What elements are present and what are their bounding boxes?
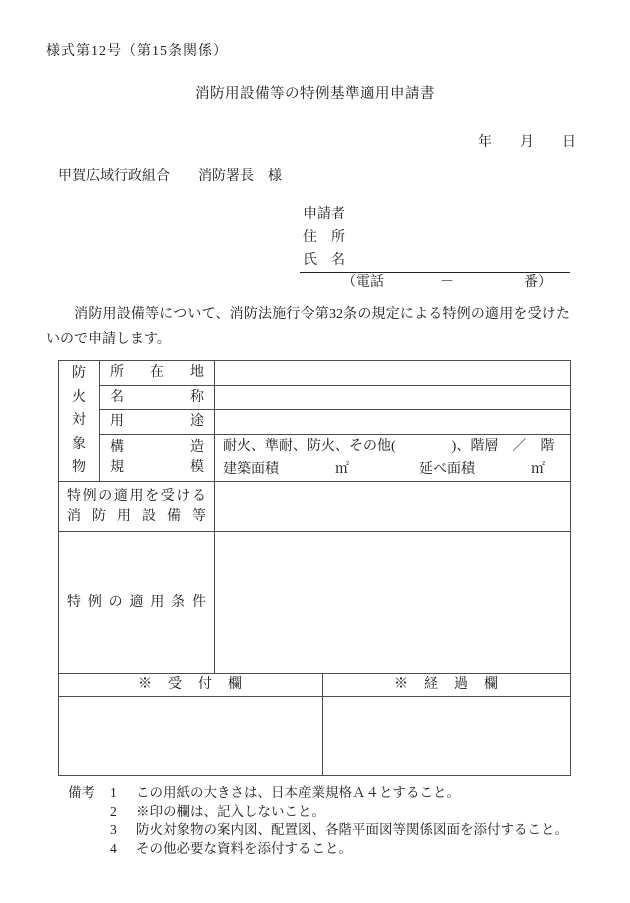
reception-header: ※ 受 付 欄 — [59, 674, 323, 697]
note-number: 2 — [110, 803, 117, 819]
form-number: 様式第12号（第15条関係） — [46, 44, 228, 59]
note-number: 4 — [110, 840, 117, 856]
structure-value-cell — [215, 435, 571, 482]
structure-scale-label-cell — [100, 435, 215, 482]
body-paragraph: 消防用設備等について、消防法施行令第32条の規定による特例の適用を受けたいので申請します。 — [46, 307, 570, 347]
use-label-cell — [100, 410, 215, 435]
note-text: ※印の欄は、記入しないこと。 — [136, 803, 325, 819]
building-category-cell — [59, 361, 100, 482]
name-label: 氏 名 — [300, 249, 570, 273]
note-text: この用紙の大きさは、日本産業規格Ａ４とすること。 — [136, 785, 460, 800]
structure-line-2: 建築面積 ㎡ 延べ面積 ㎡ — [223, 462, 545, 477]
use-value-cell — [215, 410, 571, 435]
use-label: 用 途 — [110, 414, 204, 430]
structure-label: 構 造 — [110, 440, 204, 455]
location-label-cell — [100, 361, 215, 386]
date-line: 年 月 日 — [478, 135, 576, 150]
note-number: 3 — [110, 822, 117, 837]
notes-list — [110, 784, 568, 858]
equipment-label-cell — [59, 482, 215, 532]
equipment-label-line-2: 消 防 用 設 備 等 — [67, 508, 206, 524]
applicant-block — [300, 203, 570, 293]
equipment-label-line-1: 特 例 の 適 用 を 受 け る — [67, 488, 206, 504]
building-category-label: 防 火 対 象 物 — [72, 366, 86, 476]
note-text: 防火対象物の案内図、配置図、各階平面図等関係図面を添付すること。 — [136, 822, 568, 837]
address-label: 住 所 — [303, 230, 345, 245]
reception-cell — [59, 697, 323, 776]
note-item — [110, 784, 568, 803]
note-text: その他必要な資料を添付すること。 — [136, 840, 352, 856]
document-title: 消防用設備等の特例基準適用申請書 — [195, 86, 435, 102]
building-name-label-cell — [100, 386, 215, 410]
note-item — [110, 840, 568, 859]
phone-line: （電話 － 番） — [342, 275, 552, 290]
location-value-cell — [215, 361, 571, 386]
progress-cell — [323, 697, 571, 776]
location-label: 所 在 地 — [110, 365, 204, 381]
building-name-label: 名 称 — [110, 389, 204, 405]
building-name-value-cell — [215, 386, 571, 410]
progress-header: ※ 経 過 欄 — [323, 674, 571, 697]
structure-line-1: 耐火、準耐、防火、その他( )、階層 ／ 階 — [223, 439, 555, 454]
note-item — [110, 803, 568, 822]
addressee: 甲賀広域行政組合 消防署長 様 — [58, 169, 282, 184]
application-table — [58, 360, 571, 776]
scale-label: 規 模 — [110, 460, 204, 475]
note-number: 1 — [110, 785, 117, 800]
conditions-label: 特 例 の 適 用 条 件 — [67, 594, 206, 610]
conditions-value-cell — [215, 532, 571, 674]
equipment-value-cell — [215, 482, 571, 532]
applicant-label: 申請者 — [303, 207, 345, 222]
notes-label: 備考 — [68, 785, 95, 800]
notes-block — [68, 784, 568, 858]
conditions-label-cell — [59, 532, 215, 674]
note-item — [110, 821, 568, 840]
